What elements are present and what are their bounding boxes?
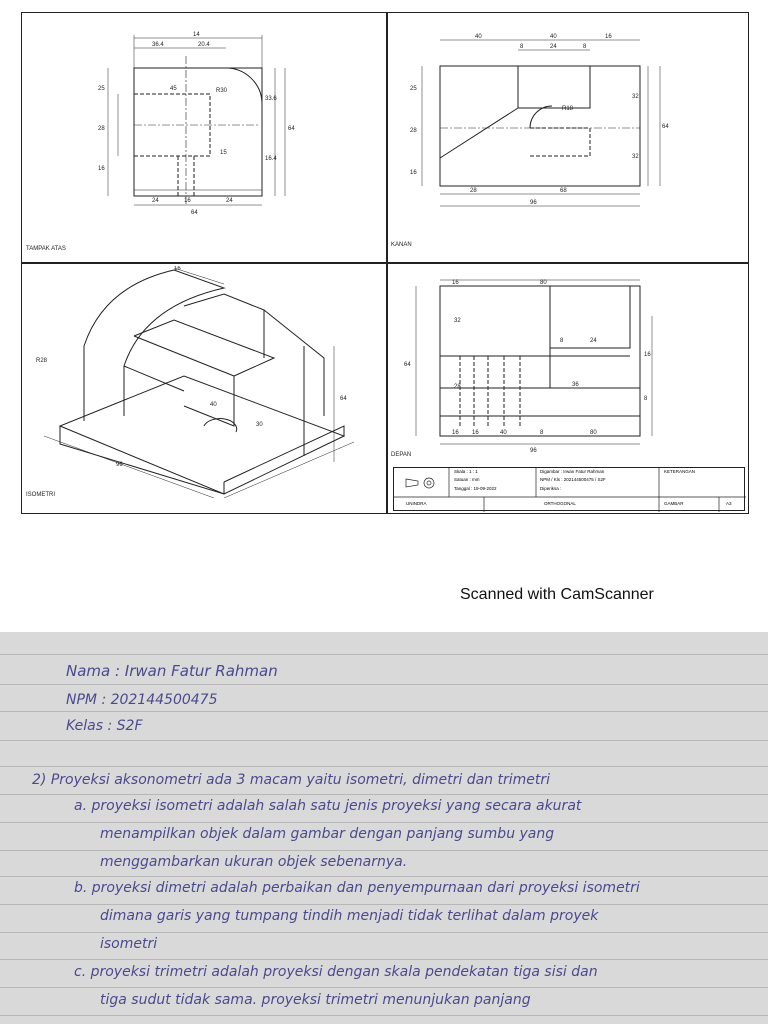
dim-label: 64 xyxy=(404,362,411,368)
answer-line: a. proyeksi isometri adalah salah satu jenis proyeksi yang secara akurat xyxy=(74,798,582,814)
answer-line: menggambarkan ukuran objek sebenarnya. xyxy=(100,854,408,870)
dim-label: 8 xyxy=(540,430,544,436)
dim-label: 80 xyxy=(590,430,597,436)
ruled-line xyxy=(0,822,768,823)
dim-label: 24 xyxy=(226,198,233,204)
tb-drawn: Digambar : Irwan Fatur Rahman xyxy=(540,469,605,474)
front-view-drawing xyxy=(400,276,740,454)
scanner-watermark: Scanned with CamScanner xyxy=(460,586,654,603)
dim-label: 16 xyxy=(174,266,181,272)
dim-label: 96 xyxy=(530,448,537,454)
dim-label: 68 xyxy=(560,188,567,194)
dim-label: 24 xyxy=(590,338,597,344)
dim-label: R28 xyxy=(36,358,48,364)
dim-label: 8 xyxy=(520,44,524,50)
dim-label: 64 xyxy=(191,210,198,216)
tb-sheet: GAMBAR xyxy=(664,501,684,506)
dim-label: 15 xyxy=(220,150,227,156)
ruled-line xyxy=(0,711,768,712)
dim-label: 14 xyxy=(193,32,200,38)
dim-label: 32 xyxy=(632,94,639,100)
dim-label: 33.6 xyxy=(265,96,277,102)
dim-label: 16 xyxy=(452,430,459,436)
ruled-line xyxy=(0,959,768,960)
dim-label: 16.4 xyxy=(265,156,277,162)
dim-label: 40 xyxy=(500,430,507,436)
dim-label: 16 xyxy=(452,280,459,286)
answer-line: tiga sudut tidak sama. proyeksi trimetri menunjukan panjang xyxy=(100,992,531,1008)
dim-label: 36 xyxy=(572,382,579,388)
tb-size: A3 xyxy=(726,501,732,506)
dim-label: 16 xyxy=(644,352,651,358)
dim-label: 28 xyxy=(98,126,105,132)
view-label-front: DEPAN xyxy=(391,452,412,458)
dim-label: 96 xyxy=(530,200,537,206)
dim-label: 16 xyxy=(410,170,417,176)
tb-date: Tanggal : 19-09-2022 xyxy=(454,486,497,491)
answer-line: isometri xyxy=(100,936,158,952)
dim-label: 40 xyxy=(475,34,482,40)
right-view-drawing xyxy=(400,28,740,218)
top-view-drawing xyxy=(60,30,360,220)
dim-label: 25 xyxy=(410,86,417,92)
tb-npm: NPM / Kls : 202144500475 / S2F xyxy=(540,477,606,482)
view-label-iso: ISOMETRI xyxy=(26,492,56,498)
tb-checked: Diperiksa : xyxy=(540,486,562,491)
ruled-line xyxy=(0,904,768,905)
dim-label: 36.4 xyxy=(152,42,164,48)
dim-label: 24 xyxy=(550,44,557,50)
ruled-line xyxy=(0,654,768,655)
ruled-line xyxy=(0,1015,768,1016)
sheet-divider-horizontal xyxy=(21,262,749,264)
dim-label: 24 xyxy=(152,198,159,204)
dim-label: 8 xyxy=(560,338,564,344)
dim-label: 28 xyxy=(410,128,417,134)
ruled-line xyxy=(0,876,768,877)
notebook-page xyxy=(0,632,768,1024)
dim-label: 96 xyxy=(116,462,123,468)
dim-label: 80 xyxy=(540,280,547,286)
answer-line: 2) Proyeksi aksonometri ada 3 macam yaitu isometri, dimetri dan trimetri xyxy=(32,772,550,788)
ruled-line xyxy=(0,932,768,933)
dim-label: R18 xyxy=(562,106,574,112)
name-line: Nama : Irwan Fatur Rahman xyxy=(66,662,278,680)
dim-label: 8 xyxy=(583,44,587,50)
ruled-line xyxy=(0,766,768,767)
ruled-line xyxy=(0,684,768,685)
class-line: Kelas : S2F xyxy=(66,718,143,734)
answer-line: menampilkan objek dalam gambar dengan panjang sumbu yang xyxy=(100,826,555,842)
answer-line: dimana garis yang tumpang tindih menjadi tidak terlihat dalam proyek xyxy=(100,908,599,924)
dim-label: 40 xyxy=(550,34,557,40)
dim-label: 25 xyxy=(98,86,105,92)
isometric-view-drawing xyxy=(24,266,384,498)
dim-label: 28 xyxy=(470,188,477,194)
tb-notes: KETERANGAN xyxy=(664,469,696,474)
view-label-right: KANAN xyxy=(391,242,412,248)
projection-symbol xyxy=(424,478,434,488)
view-label-top: TAMPAK ATAS xyxy=(26,246,66,252)
dim-label: 28 xyxy=(454,384,461,390)
title-block xyxy=(393,467,745,511)
dim-label: 8 xyxy=(644,396,648,402)
dim-label: 16 xyxy=(472,430,479,436)
ruled-line xyxy=(0,987,768,988)
dim-label: 64 xyxy=(288,126,295,132)
dim-label: 30 xyxy=(256,422,263,428)
dim-label: R30 xyxy=(216,88,228,94)
tb-scale: Skala : 1 : 1 xyxy=(454,469,478,474)
tb-school: UNINDRA xyxy=(406,501,427,506)
dim-label: 20.4 xyxy=(198,42,210,48)
tb-title: ORTHOGONAL xyxy=(544,501,576,506)
dim-label: 16 xyxy=(184,198,191,204)
answer-line: b. proyeksi dimetri adalah perbaikan dan penyempurnaan dari proyeksi isometri xyxy=(74,880,640,896)
dim-label: 32 xyxy=(632,154,639,160)
tb-unit: Satuan : mm xyxy=(454,477,480,482)
dim-label: 16 xyxy=(98,166,105,172)
dim-label: 64 xyxy=(662,124,669,130)
dim-label: 45 xyxy=(170,86,177,92)
dim-label: 16 xyxy=(605,34,612,40)
npm-line: NPM : 202144500475 xyxy=(66,692,218,708)
ruled-line xyxy=(0,740,768,741)
answer-line: c. proyeksi trimetri adalah proyeksi dengan skala pendekatan tiga sisi dan xyxy=(74,964,598,980)
dim-label: 64 xyxy=(340,396,347,402)
dim-label: 40 xyxy=(210,402,217,408)
dim-label: 32 xyxy=(454,318,461,324)
ruled-line xyxy=(0,794,768,795)
ruled-line xyxy=(0,850,768,851)
